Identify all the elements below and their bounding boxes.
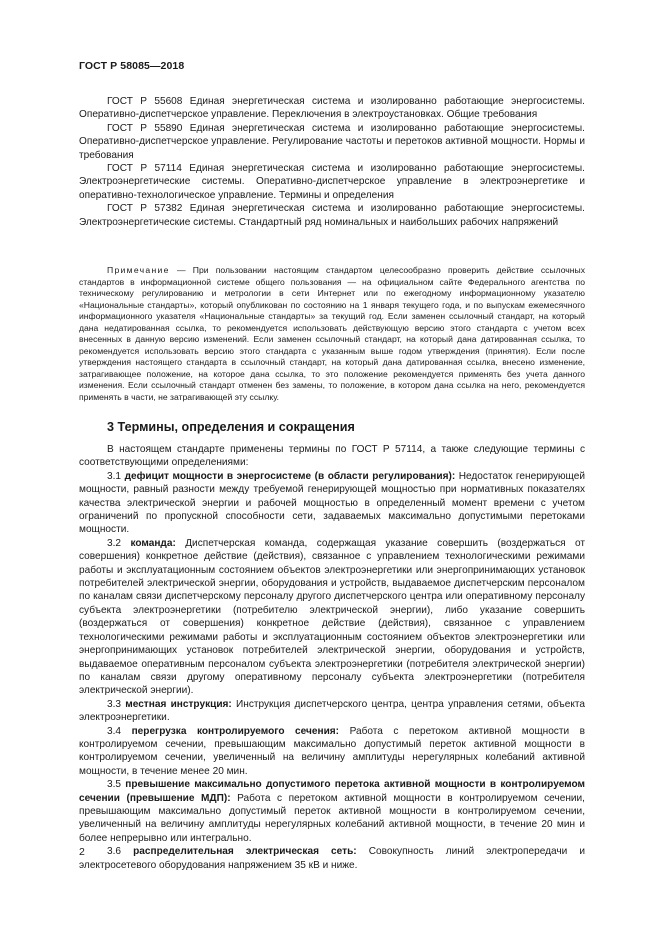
term-name: местная инструкция: — [125, 698, 232, 710]
term-name: дефицит мощности в энергосистеме (в области регулирования): — [124, 470, 456, 482]
term-definition — [79, 698, 585, 725]
note-label: Примечание — [107, 265, 170, 275]
page-number: 2 — [79, 846, 85, 858]
reference-item: ГОСТ Р 57114 Единая энергетическая система и изолированно работающие энергосистемы. Электроэнергетические системы. Оперативно-диспетчерское управление в электроэнергетике и оперативно-технологическое управление. Термины и определения — [79, 163, 585, 201]
reference-item: ГОСТ Р 55890 Единая энергетическая система и изолированно работающие энергосистемы. Оперативно-диспетчерское управление. Регулирование частоты и перетоков активной мощности. Нормы и требования — [79, 122, 585, 161]
term-text: Работа с перетоком активной мощности в контролируемом сечении, превышающим максимально допустимый переток активной мощности в контролируемом сечении, увеличенный на величину амплитуды нерегулярных колебаний активной мощности, в течение менее 20 мин. — [79, 725, 585, 777]
term-name: перегрузка контролируемого сечения: — [131, 725, 340, 737]
note-text: — При пользовании настоящим стандартом целесообразно проверить действие ссылочных стандартов в информационной системе общего пользования — на официальном сайте Федерального агентства по техническому регулированию и метрологии в сети Интернет или по ежегодному информационному указателю «Национальные стандарты», который опубликован по состоянию на 1 января текущего года, и по выпускам ежемесячного информационного указателя «Национальные стандарты» за текущий год. Если заменен ссылочный стандарт, на который дана недатированная ссылка, то рекомендуется использовать действующую версию этого стандарта с учетом всех внесенных в данную версию изменений. Если заменен ссылочный стандарт, на который дана датированная ссылка, то рекомендуется использовать версию этого стандарта с указанным выше годом утверждения (принятия). Если после утверждения настоящего стандарта в ссылочный стандарт, на который дана датированная ссылка, внесено изменение, затрагивающее положение, на которое дана ссылка, то это положение рекомендуется применять без учета данного изменения. Если ссылочный стандарт отменен без замены, то положение, в котором дана ссылка на него, рекомендуется применять в части, не затрагивающей эту ссылку. — [79, 265, 585, 402]
term-number: 3.6 — [107, 846, 134, 858]
section-title: 3 Термины, определения и сокращения — [107, 420, 355, 434]
section-body — [79, 443, 585, 872]
term-text: Инструкция диспетчерского центра, центра управления сетями, объекта электроэнергетики. — [79, 698, 585, 724]
section-intro: В настоящем стандарте применены термины по ГОСТ Р 57114, а также следующие термины с соответствующими определениями: — [79, 444, 585, 469]
term-text: Совокупность линий электропередачи и электросетевого оборудования напряжением 35 кВ и ниже. — [79, 846, 586, 871]
note-paragraph — [79, 265, 585, 403]
reference-item: ГОСТ Р 55608 Единая энергетическая система и изолированно работающие энергосистемы. Оперативно-диспетчерское управление. Переключения в электроустановках. Общие требования — [79, 96, 585, 121]
reference-item: ГОСТ Р 57382 Единая энергетическая система и изолированно работающие энергосистемы. Электроэнергетические системы. Стандартный ряд номинальных и наибольших рабочих напряжений — [79, 203, 585, 228]
term-number: 3.4 — [107, 725, 132, 737]
term-definition — [79, 845, 585, 872]
term-name: распределительная электрическая сеть: — [133, 846, 357, 858]
term-definition — [79, 778, 585, 845]
term-text: Недостаток генерирующей мощности, равный разности между требуемой генерирующей мощностью при нормативных показателях качества электрической энергии и рабочей мощностью в определенный момент времени с учетом ограничений по пропускной способности сети, задаваемых максимально допустимыми перетоками мощности. — [79, 470, 586, 536]
term-definition — [79, 470, 585, 537]
term-name: команда: — [130, 537, 176, 549]
document-header: ГОСТ Р 58085—2018 — [79, 60, 185, 72]
term-text: Диспетчерская команда, содержащая указание совершить (воздержаться от совершения) конкретное действие (действия), связанное с управлением технологическими режимами работы и эксплуатационным состоянием объектов электроэнергетики или энергопринимающих установок потребителей электрической энергии, оборудования и устройств, выдаваемое диспетчерским персоналом по каналам связи диспетчерскому персоналу другого диспетчерского центра или оперативному персоналу субъекта электроэнергетики (потребителю электрической энергии), либо указание совершить (воздержаться от совершения) конкретное действие (действия), связанное с управлением технологическими режимами работы и эксплуатационным состоянием объектов электроэнергетики или энергопринимающих установок потребителей электрической энергии, оборудования и устройств, выдаваемое оперативным персоналом субъекта электроэнергетики (потребителя электрической энергии) по каналам связи другому оперативному персоналу субъекта электроэнергетики (потребителя электрической энергии). — [79, 537, 586, 697]
term-name: превышение максимально допустимого перетока активной мощности в контролируемом сечении (превышение МДП): — [79, 779, 586, 804]
term-number: 3.2 — [107, 537, 131, 549]
term-definition — [79, 725, 585, 779]
term-number: 3.1 — [107, 470, 125, 482]
term-number: 3.3 — [107, 698, 126, 710]
term-number: 3.5 — [107, 779, 126, 791]
normative-references — [79, 95, 585, 229]
term-text: Работа с перетоком активной мощности в контролируемом сечении, превышающим максимально допустимый переток активной мощности в контролируемом сечении, увеличенный на величину амплитуды нерегулярных колебаний активной мощности, в течение 20 мин и более непрерывно или интегрально. — [79, 792, 585, 844]
term-definition — [79, 537, 585, 698]
